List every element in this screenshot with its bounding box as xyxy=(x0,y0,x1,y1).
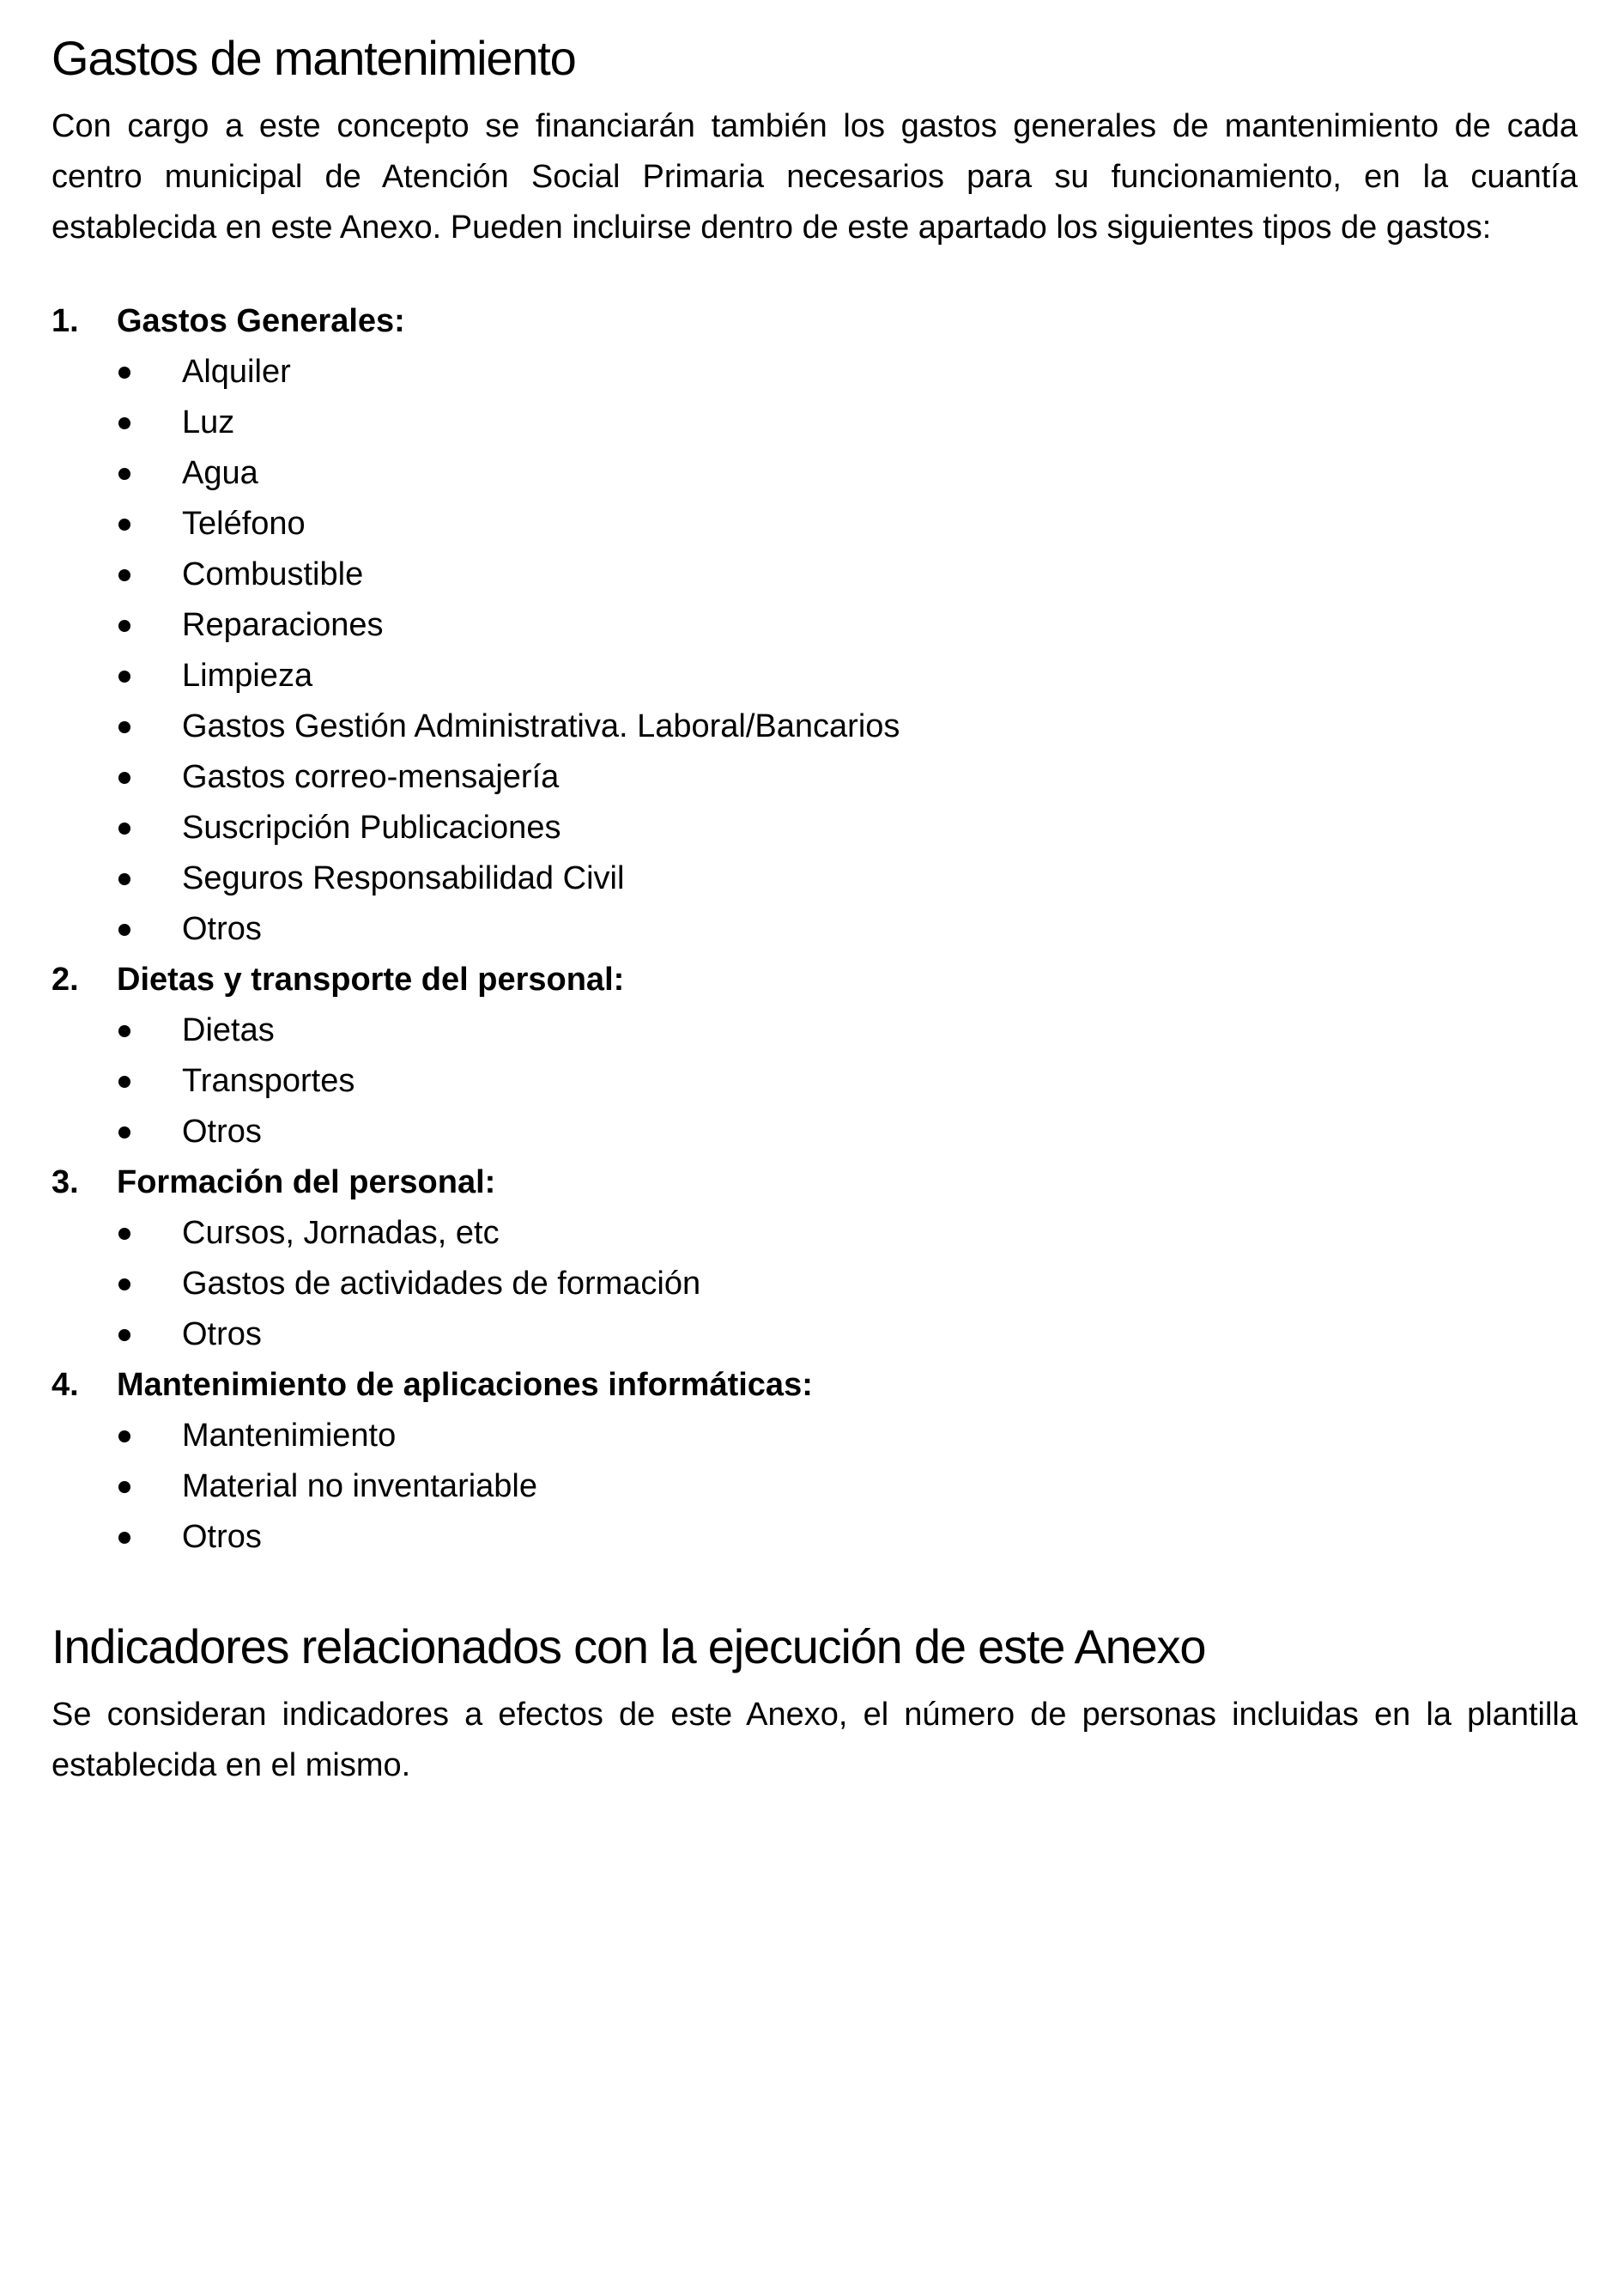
list-item xyxy=(52,448,1578,499)
list-item xyxy=(52,651,1578,701)
list-group-number: 4. xyxy=(52,1367,79,1403)
list-item-label: Agua xyxy=(182,455,258,491)
bullet-icon xyxy=(118,417,130,429)
list-item-label: Gastos correo-mensajería xyxy=(182,759,560,795)
list-item-label: Alquiler xyxy=(182,354,291,390)
list-item-label: Transportes xyxy=(182,1063,355,1099)
bullet-icon xyxy=(118,367,130,379)
list-item xyxy=(52,1512,1578,1563)
list-item xyxy=(52,550,1578,600)
bullet-icon xyxy=(118,671,130,683)
list-item xyxy=(52,1208,1578,1259)
list-item-label: Material no inventariable xyxy=(182,1468,538,1504)
list-item xyxy=(52,1056,1578,1107)
bullet-icon xyxy=(118,924,130,936)
section-paragraph-indicadores: Se consideran indicadores a efectos de este Anexo, el número de personas incluidas en la plantilla establecida en el mismo. xyxy=(52,1697,1578,1783)
bullet-icon xyxy=(118,721,130,733)
list-item xyxy=(52,600,1578,651)
section-paragraph-gastos: Con cargo a este concepto se financiarán también los gastos generales de mantenimiento de cada centro municipal de Atención Social Primaria necesarios para su funcionamiento, en la cuantía establecida en este Anexo. Pueden incluirse dentro de este apartado los siguientes tipos de gastos: xyxy=(52,108,1578,246)
list-item-label: Mantenimiento xyxy=(182,1418,397,1454)
bullet-icon xyxy=(118,1076,130,1088)
bullet-icon xyxy=(118,1481,130,1493)
list-item-label: Reparaciones xyxy=(182,607,384,643)
bullet-icon xyxy=(118,519,130,531)
list-item xyxy=(52,904,1578,955)
list-item-label: Otros xyxy=(182,1316,262,1352)
list-item xyxy=(52,1259,1578,1309)
list-item-label: Suscripción Publicaciones xyxy=(182,810,561,846)
bullet-icon xyxy=(118,620,130,632)
list-group-number: 3. xyxy=(52,1164,79,1200)
bullet-icon xyxy=(118,1329,130,1341)
list-item-label: Luz xyxy=(182,404,235,440)
list-item xyxy=(52,803,1578,853)
list-item-label: Combustible xyxy=(182,556,364,592)
list-item xyxy=(52,499,1578,550)
bullet-icon xyxy=(118,1025,130,1037)
list-item-label: Cursos, Jornadas, etc xyxy=(182,1215,500,1251)
list-item-label: Limpieza xyxy=(182,658,313,694)
bullet-icon xyxy=(118,823,130,835)
bullet-icon xyxy=(118,1532,130,1544)
list-item-label: Dietas xyxy=(182,1012,275,1048)
bullet-icon xyxy=(118,873,130,885)
list-item xyxy=(52,347,1578,398)
list-group-number: 2. xyxy=(52,962,79,998)
list-item-label: Otros xyxy=(182,911,262,947)
list-item-label: Otros xyxy=(182,1519,262,1555)
list-group-heading xyxy=(52,1157,1578,1208)
list-item-label: Gastos de actividades de formación xyxy=(182,1266,701,1302)
list-item-label: Gastos Gestión Administrativa. Laboral/Bancarios xyxy=(182,708,900,744)
list-item xyxy=(52,701,1578,752)
list-group-number: 1. xyxy=(52,303,79,339)
bullet-icon xyxy=(118,1228,130,1240)
list-group-heading xyxy=(52,296,1578,347)
list-group-title: Mantenimiento de aplicaciones informáticas: xyxy=(117,1367,813,1403)
list-item xyxy=(52,1005,1578,1056)
document-page xyxy=(52,24,1578,1791)
section-title-indicadores: Indicadores relacionados con la ejecución de este Anexo xyxy=(52,1619,1206,1673)
bullet-icon xyxy=(118,569,130,581)
list-item-label: Otros xyxy=(182,1114,262,1150)
list-item-label: Teléfono xyxy=(182,506,306,542)
bullet-icon xyxy=(118,1278,130,1290)
bullet-icon xyxy=(118,1430,130,1442)
list-item xyxy=(52,1411,1578,1461)
list-item xyxy=(52,398,1578,448)
bullet-icon xyxy=(118,1126,130,1138)
list-item xyxy=(52,1461,1578,1512)
list-group-title: Dietas y transporte del personal: xyxy=(117,962,625,998)
list-group-heading xyxy=(52,1360,1578,1411)
list-item xyxy=(52,1107,1578,1157)
expense-list xyxy=(52,296,1578,1563)
list-item-label: Seguros Responsabilidad Civil xyxy=(182,860,625,896)
list-group-heading xyxy=(52,955,1578,1005)
list-item xyxy=(52,752,1578,803)
list-group-title: Gastos Generales: xyxy=(117,303,405,339)
bullet-icon xyxy=(118,772,130,784)
list-item xyxy=(52,1309,1578,1360)
list-item xyxy=(52,853,1578,904)
list-group-title: Formación del personal: xyxy=(117,1164,496,1200)
bullet-icon xyxy=(118,468,130,480)
section-title-gastos: Gastos de mantenimiento xyxy=(52,31,576,85)
